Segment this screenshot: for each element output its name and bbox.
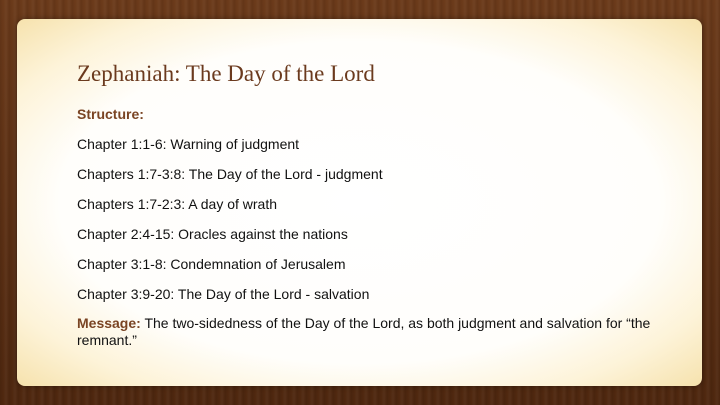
structure-item: Chapter 3:1-8: Condemnation of Jerusalem xyxy=(77,256,346,272)
structure-heading: Structure: xyxy=(77,106,144,122)
message-label: Message: xyxy=(77,315,141,331)
structure-item: Chapter 1:1-6: Warning of judgment xyxy=(77,136,300,152)
slide-content xyxy=(77,105,677,349)
structure-item: Chapters 1:7-3:8: The Day of the Lord - judgment xyxy=(77,166,383,182)
message-text: The two-sidedness of the Day of the Lord, as both judgment and salvation for “the remnant.” xyxy=(77,315,651,348)
slide xyxy=(17,19,702,386)
structure-item: Chapters 1:7-2:3: A day of wrath xyxy=(77,196,278,212)
structure-item: Chapter 3:9-20: The Day of the Lord - salvation xyxy=(77,286,370,302)
slide-title: Zephaniah: The Day of the Lord xyxy=(77,61,375,86)
structure-item: Chapter 2:4-15: Oracles against the nations xyxy=(77,226,348,242)
message-paragraph xyxy=(77,315,677,349)
